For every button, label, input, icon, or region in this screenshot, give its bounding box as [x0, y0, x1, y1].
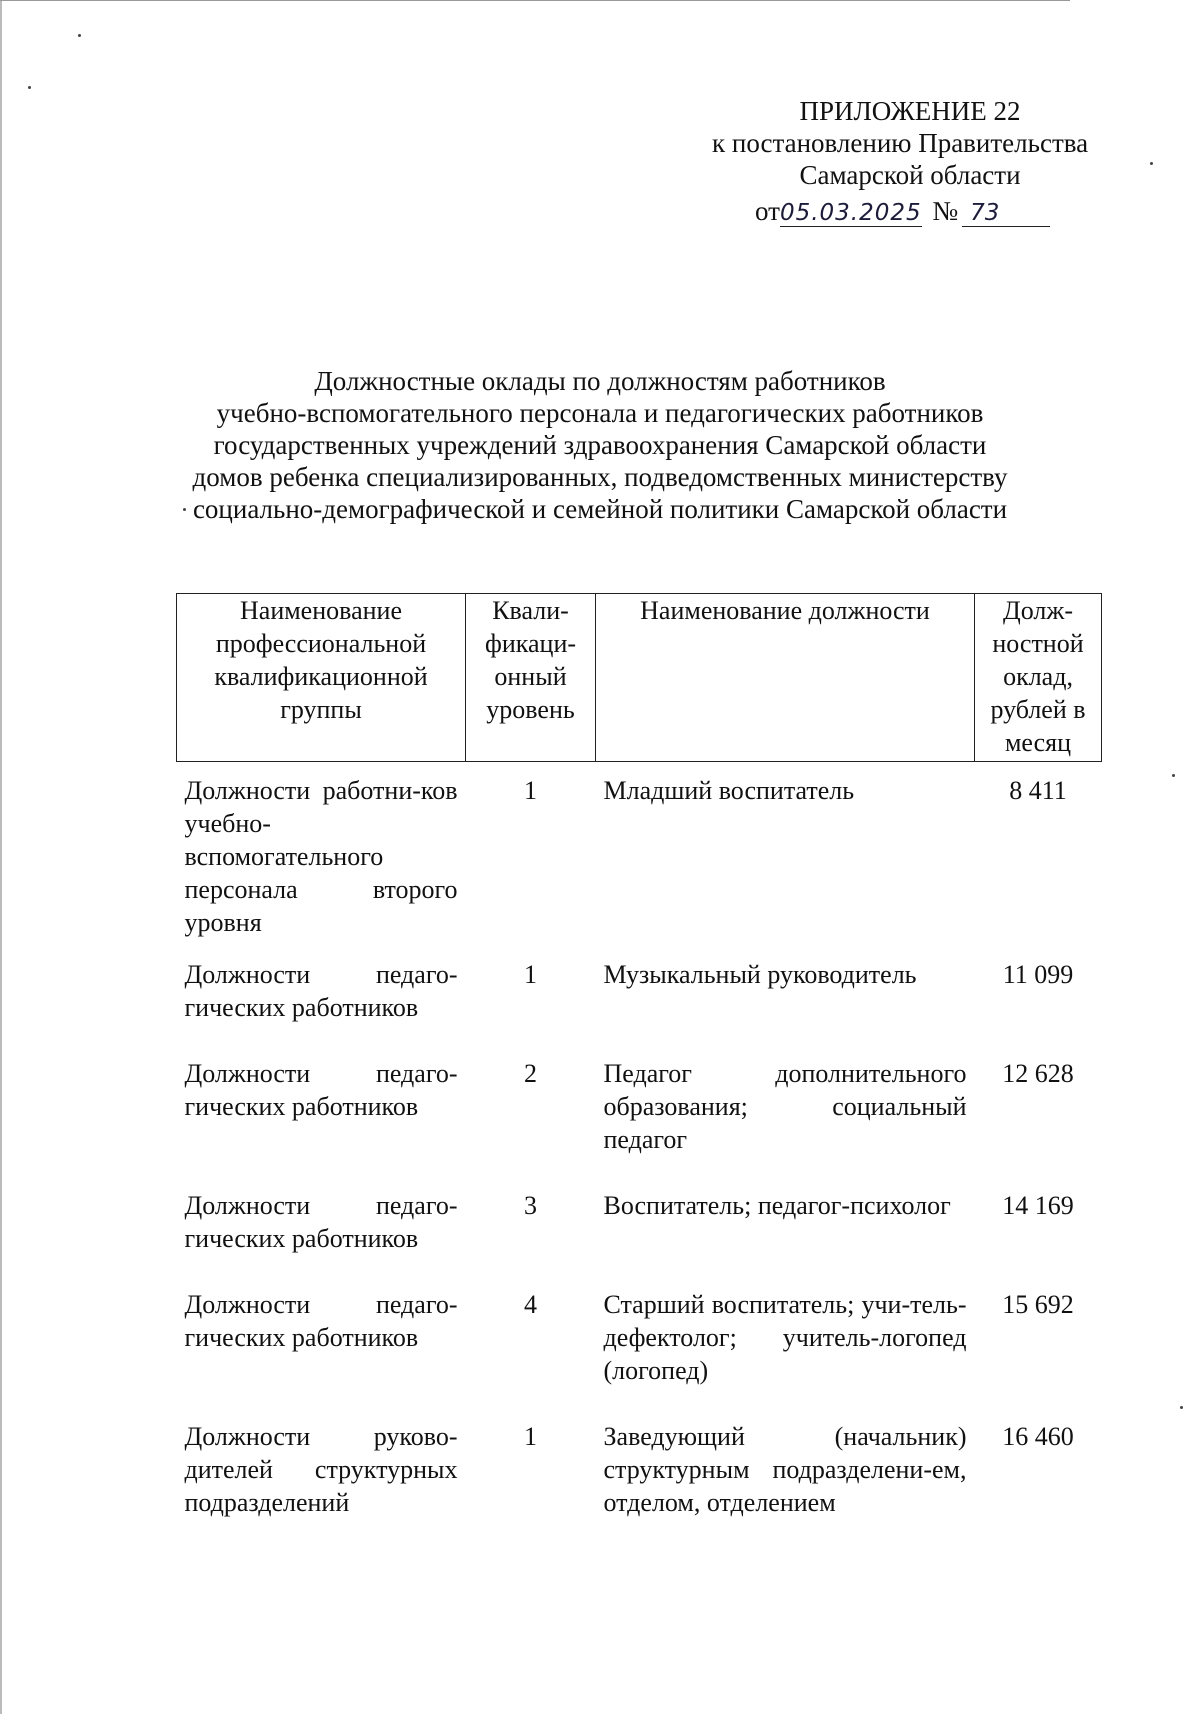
scan-top-edge	[0, 0, 1070, 1]
date-prefix: от	[755, 196, 780, 226]
registration-line	[755, 196, 1050, 227]
cell-position: Педагог дополнительного образования; социальный педагог	[603, 1059, 967, 1154]
cell-salary: 16 460	[1002, 1422, 1074, 1451]
header-level: Квали-фикаци-онный уровень	[466, 594, 596, 762]
scan-speck	[1180, 1406, 1183, 1409]
cell-position: Музыкальный руководитель	[603, 960, 917, 989]
salary-table	[176, 593, 1102, 1520]
cell-group: Должности педаго-гических работников	[184, 1059, 458, 1121]
scan-speck	[1172, 774, 1175, 777]
region-name: Самарской области	[799, 160, 1021, 190]
cell-level: 1	[524, 1422, 537, 1451]
scan-speck	[28, 86, 31, 89]
cell-position: Воспитатель; педагог-психолог	[603, 1191, 951, 1220]
handwritten-number: 73	[962, 200, 1050, 227]
title-line: государственных учреждений здравоохранения Самарской области	[213, 430, 987, 460]
cell-group: Должности педаго-гических работников	[184, 1191, 458, 1253]
cell-level: 1	[524, 960, 537, 989]
cell-salary: 12 628	[1002, 1059, 1074, 1088]
title-line: социально-демографической и семейной политики Самарской области	[192, 494, 1008, 524]
table-row	[177, 946, 1102, 1045]
cell-salary: 8 411	[1009, 776, 1067, 805]
header-position: Наименование должности	[596, 594, 975, 762]
handwritten-date: 05.03.2025	[779, 200, 922, 226]
table-row	[177, 1045, 1102, 1177]
title-line: домов ребенка специализированных, подведомственных министерству	[192, 462, 1008, 492]
appendix-header	[700, 95, 1120, 191]
table-row	[177, 762, 1102, 947]
document-title	[160, 365, 1040, 525]
title-line: Должностные оклады по должностям работников	[314, 366, 886, 396]
table-header-row	[177, 594, 1102, 762]
cell-level: 3	[524, 1191, 537, 1220]
cell-group: Должности работни-ков учебно-вспомогательного персонала второго уровня	[184, 776, 458, 937]
scan-speck	[1150, 162, 1153, 165]
cell-position: Младший воспитатель	[603, 776, 855, 805]
cell-position: Заведующий (начальник) структурным подразделени-ем, отделом, отделением	[603, 1422, 967, 1517]
cell-level: 2	[524, 1059, 537, 1088]
cell-salary: 14 169	[1002, 1191, 1074, 1220]
cell-group: Должности руково-дителей структурных подразделений	[184, 1422, 458, 1517]
table-row	[177, 1276, 1102, 1408]
cell-group: Должности педаго-гических работников	[184, 960, 458, 1022]
appendix-title: ПРИЛОЖЕНИЕ 22	[799, 96, 1021, 126]
scan-speck	[78, 34, 81, 37]
cell-level: 4	[524, 1290, 537, 1319]
number-sign: №	[932, 196, 959, 226]
cell-salary: 11 099	[1002, 960, 1074, 989]
title-line: учебно-вспомогательного персонала и педагогических работников	[216, 398, 984, 428]
resolution-reference: к постановлению Правительства	[712, 128, 1089, 158]
cell-level: 1	[524, 776, 537, 805]
cell-position: Старший воспитатель; учи-тель-дефектолог; учитель-логопед (логопед)	[603, 1290, 967, 1385]
cell-group: Должности педаго-гических работников	[184, 1290, 458, 1352]
header-salary: Долж-ностной оклад, рублей в месяц	[975, 594, 1102, 762]
scan-left-edge	[0, 0, 2, 1714]
cell-salary: 15 692	[1002, 1290, 1074, 1319]
table-row	[177, 1177, 1102, 1276]
header-group: Наименование профессиональной квалификационной группы	[177, 594, 466, 762]
table-row	[177, 1408, 1102, 1520]
